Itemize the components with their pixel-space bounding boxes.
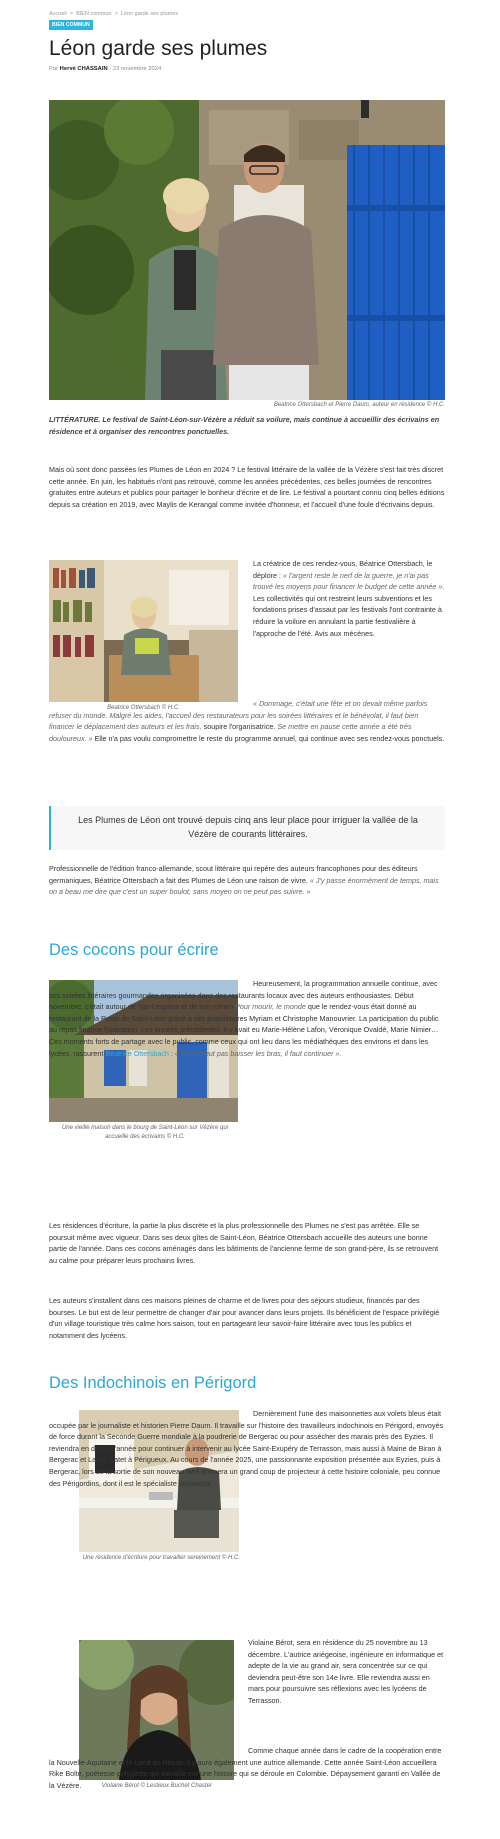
paragraph-3-quote-1: « Dommage, c'était une fête et on devait même parfois refuser du monde. Malgré les aides, l'accueil des restaurateurs pour les soirées littéraires et le bénévolat, il faut bien financer le déplacement des auteurs et les frais, xyxy=(49,699,428,732)
residence-photo-caption: Une résidence d'écriture pour travailler sereinement © H.C. xyxy=(82,1555,240,1561)
paragraph-5 xyxy=(49,978,445,1059)
breadcrumb-current: Léon garde ses plumes xyxy=(120,11,179,17)
page-title: Léon garde ses plumes xyxy=(49,37,268,60)
ottersbach-link[interactable]: Béatrice Ottersbach xyxy=(105,1048,169,1058)
paragraph-3-quote-2: Se mettre en pause cette année a été très douloureux. » xyxy=(49,722,412,743)
paragraph-1: Mais où sont donc passées les Plumes de Léon en 2024 ? Le festival littéraire de la vallée de la Vézère s'est fait très discret cette année. En juin, les habitués n'ont pas retrouvé, comme les années précédentes, ces belles journées de rencontres gratuites entre auteurs et publics pour partager le bonheur d'écrire et de lire. Le festival a pourtant connu cinq belles éditions depuis sa création en 2019, avec Maylis de Kerangal comme invitée d'honneur, et l'accueil d'une foule d'écrivains depuis. xyxy=(49,465,445,509)
paragraph-10: Comme chaque année dans le cadre de la coopération entre la Nouvelle-Aquitaine et le Land de Hesse, il y aura également une autrice allemande. Cette année Saint-Léon accueillera Rike Bolte, poétesse polyglotte qui travaille sur une histoire qui se déroule en Colombie. Dépaysement garanti en Vallée de la Vézère. xyxy=(49,1746,442,1790)
paragraph-8: Dernièrement l'une des maisonnettes aux volets bleus était occupée par le journaliste et historien Pierre Daum. Il travaille sur l'histoire des travailleurs indochinois en Périgord, envoyés de force durant la Seconde Guerre mondiale à la poudrerie de Bergerac ou pour assécher des marais près des Eyzies. Il reviendra en début d'année pour continuer à intervenir au lycée Saint-Exupéry de Terrasson, mais aussi à Maine de Biran à Bergerac et Laure Gatet à Périgueux. Au cours de l'année 2025, une passionnante exposition présentée aux Eyzies, puis à Bergerac, lors de la sortie de son nouveau livre donnera un grand coup de projecteur à cette histoire coloniale, peu connue des Périgordins, dont il est le spécialiste incontesté. xyxy=(49,1409,444,1488)
paragraph-3-body: Elle n'a pas voulu compromettre le reste du programme annuel, qui continue avec ses rendez-vous ponctuels. xyxy=(94,733,445,743)
section-heading-cocons: Des cocons pour écrire xyxy=(49,941,219,959)
chevron-right-icon: > xyxy=(114,11,118,17)
ottersbach-photo xyxy=(49,560,238,702)
article-lead: LITTÉRATURE. Le festival de Saint-Léon-sur-Vézère a réduit sa voilure, mais continue à accueillir des écrivains en résidence et à organiser des rencontres ponctuelles. xyxy=(49,415,440,436)
hero-photo-caption: Beatrice Ottersbach et Pierre Daum, auteur en résidence © H.C. xyxy=(273,402,445,408)
breadcrumb-section[interactable]: BIEN commun xyxy=(76,11,112,17)
paragraph-3-attribution: soupire l'organisatrice. xyxy=(203,722,276,732)
paragraph-5-quote: : « on ne peut pas baisser les bras, il faut continuer ». xyxy=(170,1048,342,1058)
paragraph-6: Les résidences d'écriture, la partie la plus discrète et la plus professionnelle des Plumes ne s'est pas arrêtée. Elle se poursuit même avec vigueur. Dans ses deux gîtes de Saint-Léon, Béatrice Ottersbach accueille des auteurs une bonne partie de l'année. Dans ces cocons aménagés dans les bâtiments de l'ancienne ferme de son grand-père, ils se retrouvent au calme pour préparer leurs prochains livres. xyxy=(49,1221,439,1265)
ottersbach-photo-caption: Beatrice Ottersbach © H.C. xyxy=(107,705,180,711)
author-link[interactable]: Hervé CHASSAIN xyxy=(59,66,108,72)
publish-date: - 23 novembre 2024 xyxy=(109,66,162,72)
paragraph-2-quote: « l'argent reste le nerf de la guerre, je n'ai pas trouvé les moyens pour financer le budget de cette année ». xyxy=(253,570,445,592)
paragraph-9: Violaine Bérot, sera en résidence du 25 novembre au 13 décembre. L'autrice ariégeoise, ingénieure en informatique et adepte de la vie au grand air, sera concentrée sur ce qui deviendra peut-être son 14e livre. Elle reviendra aussi en mars pour poursuivre ses réflexions avec les lycéens de Terrasson. xyxy=(248,1638,444,1705)
pull-quote: Les Plumes de Léon ont trouvé depuis cinq ans leur place pour irriguer la vallée de la Vézère de courants littéraires. xyxy=(49,806,445,850)
paragraph-5-body: que le rendez-vous était donné au restaurant de la Poste de Saint-Léon grâce à ses propriétaires Myriam et Christophe Manouvrier. La participation du public au repas finance l'opération. Les années précédentes, il y avait eu Marie-Hélène Lafon, Véronique Ovaldé, Marie Nimier… Ces moments forts de partage avec le public, comme ceux qui ont lieu dans les médiathèques des environs et dans les lycées, rassurent xyxy=(49,1002,439,1058)
paragraph-4 xyxy=(49,863,445,898)
paragraph-2-body: Les collectivités qui ont restreint leurs subventions et les fondations prises d'assaut par les festivals l'ont contrainte à réduire la voilure en annulant la partie festivalière à l'approche de l'été. Avis aux mécènes. xyxy=(253,593,442,638)
ottersbach-photo-illustration xyxy=(49,560,238,702)
hero-photo xyxy=(49,100,445,400)
paragraph-3 xyxy=(49,698,445,744)
paragraph-5-book-title: Pour mourir, le monde xyxy=(235,1002,306,1012)
breadcrumb xyxy=(49,10,178,18)
chevron-right-icon: > xyxy=(69,11,74,17)
byline-prefix: Par xyxy=(49,66,59,72)
section-heading-indochinois: Des Indochinois en Périgord xyxy=(49,1374,257,1392)
category-tag[interactable]: BIEN COMMUN xyxy=(49,20,93,30)
house-photo-caption: Une vieille maison dans le bourg de Saint-Léon sur Vézère qui accueille des écrivains © H.C. xyxy=(61,1125,229,1140)
paragraph-7: Les auteurs s'installent dans ces maisons pleines de charme et de livres pour des séjours studieux, financés par des bourses. Le but est de leur permettre de changer d'air pour avancer dans leurs projets. Ils bénéficient de l'espace privilégié d'un village touristique très calme hors saison, tout en partageant leur savoir-faire littéraire avec tous les publics et notamment des lycéens. xyxy=(49,1296,440,1340)
paragraph-5-intro: Heureusement, la programmation annuelle continue, avec ses soirées littéraires gourmandes organisées dans des restaurants locaux avec des auteurs enthousiastes. Début novembre, c'était autour de Yan Lespoux et de son roman xyxy=(49,979,438,1012)
breadcrumb-home[interactable]: Accueil xyxy=(49,11,67,17)
hero-photo-illustration xyxy=(49,100,445,400)
byline xyxy=(49,65,161,73)
paragraph-2 xyxy=(253,558,447,639)
paragraph-2-intro: La créatrice de ces rendez-vous, Béatrice Ottersbach, le déplore : xyxy=(253,559,433,580)
paragraph-4-quote: « J'y passe énormément de temps, mais on a beau me dire que c'est un super boulot, sans moyen on ne peut pas suivre. » xyxy=(49,875,439,897)
berot-photo-caption: Violaine Bérot © Lestieux Buchet Chastel xyxy=(101,1783,212,1789)
paragraph-4-body: Professionnelle de l'édition franco-allemande, scout littéraire qui repère des auteurs francophones pour des éditeurs germaniques, Béatrice Ottersbach a fait des Plumes de Léon une raison de vivre. xyxy=(49,864,418,885)
